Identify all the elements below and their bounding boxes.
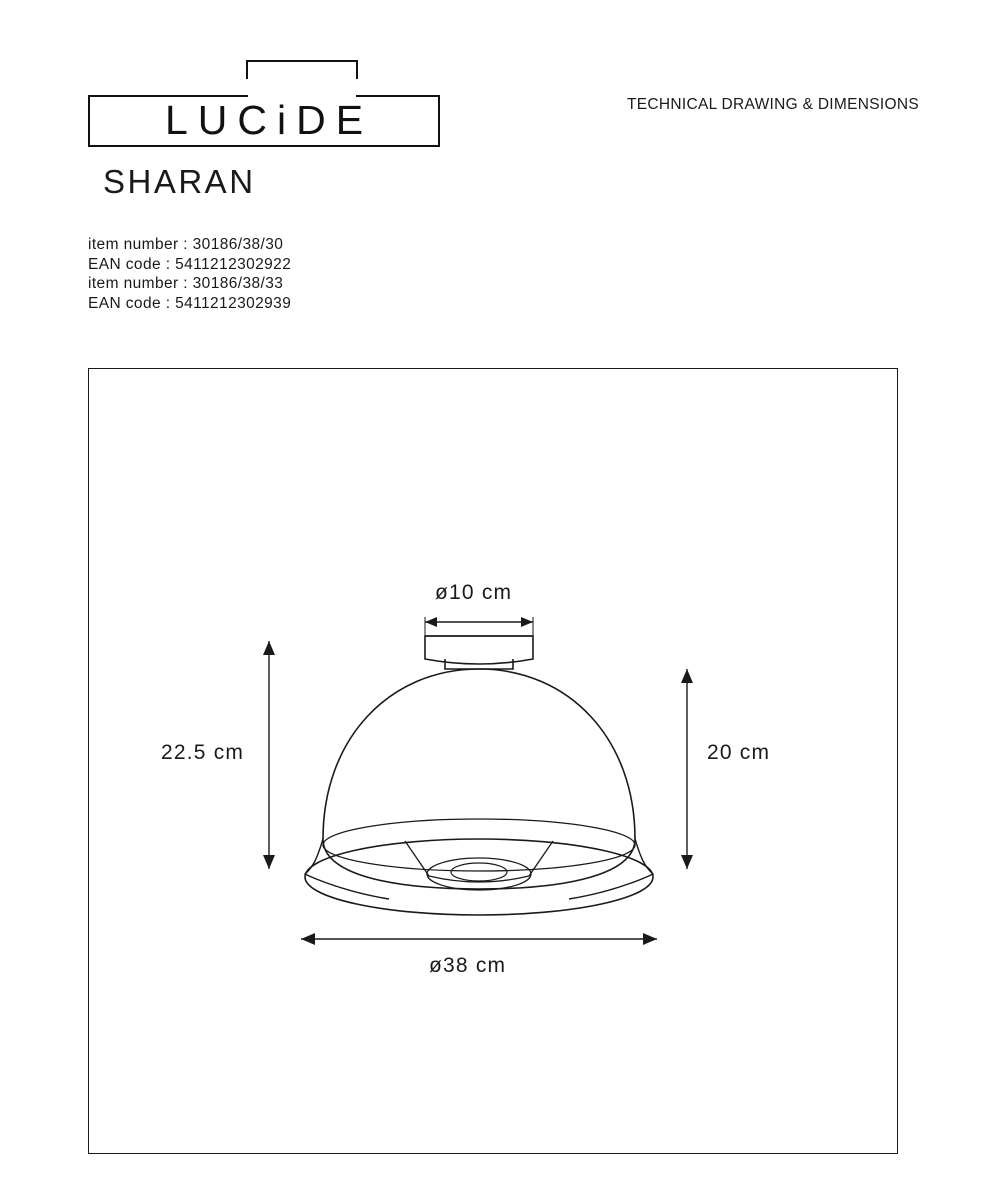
document-subtitle: TECHNICAL DRAWING & DIMENSIONS	[626, 96, 919, 113]
dim-top-arrow-left	[425, 617, 437, 627]
drawing-stage	[89, 369, 899, 1155]
canopy-shape	[425, 636, 533, 664]
brand-logo-notch	[246, 60, 358, 79]
bulb-ellipse	[451, 863, 507, 881]
dim-top-arrow-right	[521, 617, 533, 627]
dim-right-arrow-top	[681, 669, 693, 683]
dim-bottom-arrow-left	[301, 933, 315, 945]
dim-left-arrow-bottom	[263, 855, 275, 869]
bottom-outer-ellipse	[305, 839, 653, 915]
dim-left-arrow-top	[263, 641, 275, 655]
dimension-label-top-diameter: ø10 cm	[435, 581, 513, 604]
ean-code-2: EAN code : 5411212302939	[88, 294, 292, 312]
page-title: SHARAN	[103, 163, 256, 200]
ean-code-1: EAN code : 5411212302922	[88, 255, 292, 273]
dimension-label-total-height: 22.5 cm	[161, 741, 245, 764]
item-number-2: item number : 30186/38/33	[88, 275, 284, 292]
dimension-label-shade-height: 20 cm	[707, 741, 771, 764]
dim-right-arrow-bottom	[681, 855, 693, 869]
item-number-1: item number : 30186/38/30	[88, 236, 284, 253]
brand-logo-text: LUCiDE	[164, 97, 374, 143]
product-info-block	[88, 235, 291, 313]
document-header	[88, 78, 919, 148]
dome-outline	[323, 669, 635, 839]
dimension-label-shade-diameter: ø38 cm	[429, 954, 507, 977]
technical-drawing-frame	[88, 368, 898, 1154]
dim-bottom-arrow-right	[643, 933, 657, 945]
